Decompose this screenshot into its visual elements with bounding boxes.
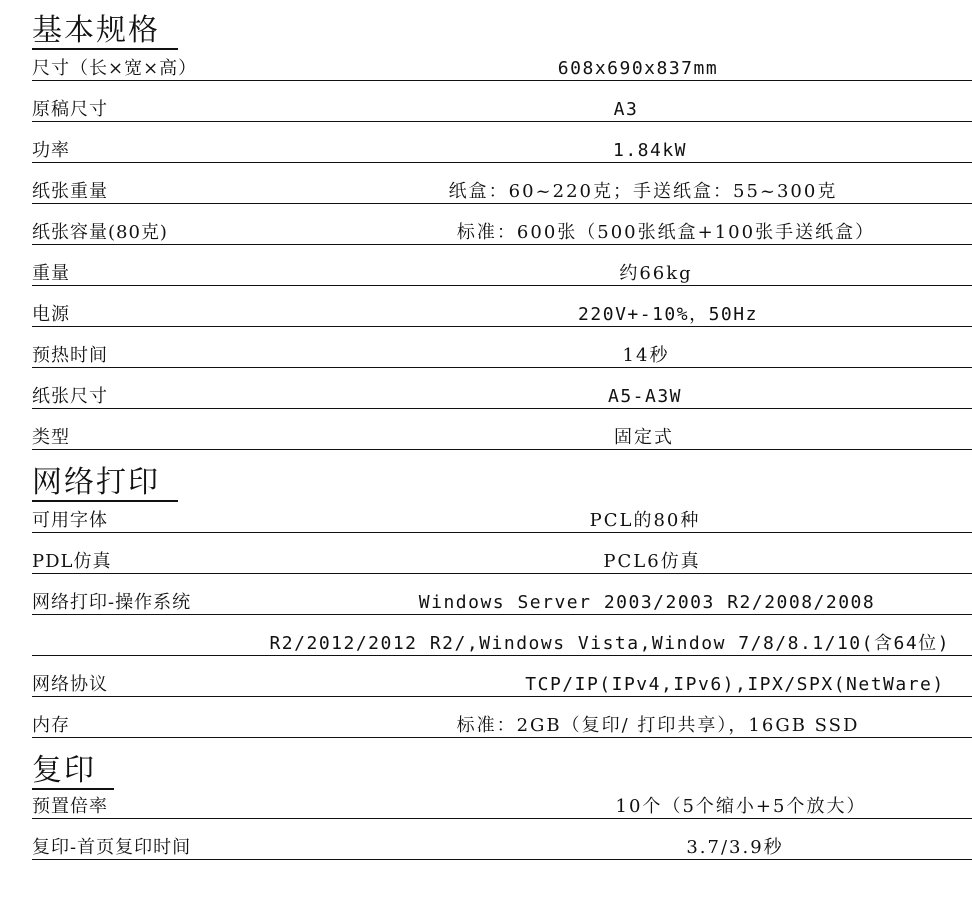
spec-row-paper-size [32, 386, 972, 409]
spec-row-weight [32, 263, 972, 286]
spec-value: 14秒 [622, 345, 670, 366]
spec-label: 复印-首页复印时间 [32, 837, 192, 858]
spec-row-os-continued [32, 633, 972, 656]
spec-value: 220V+-10%，50Hz [578, 304, 758, 325]
spec-value: Windows Server 2003/2003 R2/2008/2008 [418, 592, 876, 613]
spec-value: 608x690x837mm [557, 58, 719, 79]
spec-value: PCL的80种 [589, 510, 701, 531]
spec-label: 预热时间 [32, 345, 108, 366]
spec-row-os [32, 592, 972, 615]
spec-row-preset-ratio [32, 796, 972, 819]
spec-label: PDL仿真 [32, 551, 112, 572]
spec-row-power-supply [32, 304, 972, 327]
spec-label: 纸张尺寸 [32, 386, 108, 407]
spec-value: 固定式 [614, 427, 674, 448]
spec-row-type [32, 427, 972, 450]
spec-row-fonts [32, 510, 972, 533]
spec-row-original-size [32, 99, 972, 122]
spec-value: TCP/IP(IPv4,IPv6),IPX/SPX(NetWare) [525, 674, 945, 695]
spec-label: 网络协议 [32, 674, 108, 695]
spec-label: 类型 [32, 427, 70, 448]
spec-label: 功率 [32, 140, 70, 161]
spec-value: PCL6仿真 [603, 551, 701, 572]
spec-value: A3 [613, 99, 639, 120]
spec-label: 纸张重量 [32, 181, 108, 202]
spec-row-pdl-emulation [32, 551, 972, 574]
section-title-network-print: 网络打印 [32, 466, 178, 502]
spec-row-warmup-time [32, 345, 972, 368]
spec-value: 3.7/3.9秒 [686, 837, 784, 858]
spec-label: 电源 [32, 304, 70, 325]
spec-value: 标准：600张（500张纸盒+100张手送纸盒） [456, 222, 876, 243]
spec-value: 标准：2GB（复印/ 打印共享），16GB SSD [456, 715, 860, 736]
spec-label: 尺寸（长×宽×高） [32, 58, 198, 79]
spec-row-dimensions [32, 58, 972, 81]
spec-row-power [32, 140, 972, 163]
spec-value: 1.84kW [612, 140, 688, 161]
spec-label: 可用字体 [32, 510, 108, 531]
spec-row-paper-weight [32, 181, 972, 204]
spec-label: 原稿尺寸 [32, 99, 108, 120]
spec-label: 内存 [32, 715, 70, 736]
spec-label: 重量 [32, 263, 70, 284]
spec-row-memory [32, 715, 972, 738]
spec-value: R2/2012/2012 R2/,Windows Vista,Window 7/8/8.1/10(含64位) [269, 633, 950, 654]
spec-value: 纸盒：60~220克；手送纸盒：55~300克 [448, 181, 838, 202]
spec-label: 网络打印-操作系统 [32, 592, 192, 613]
spec-row-paper-capacity [32, 222, 972, 245]
spec-label: 预置倍率 [32, 796, 108, 817]
spec-row-first-copy-time [32, 837, 972, 860]
spec-value: A5-A3W [607, 386, 683, 407]
spec-value: 10个（5个缩小+5个放大） [615, 796, 867, 817]
spec-row-network-protocol [32, 674, 972, 697]
spec-value: 约66kg [619, 263, 693, 284]
section-title-copy: 复印 [32, 754, 114, 790]
section-title-basic-specs: 基本规格 [32, 14, 178, 50]
spec-label: 纸张容量(80克) [32, 222, 168, 243]
